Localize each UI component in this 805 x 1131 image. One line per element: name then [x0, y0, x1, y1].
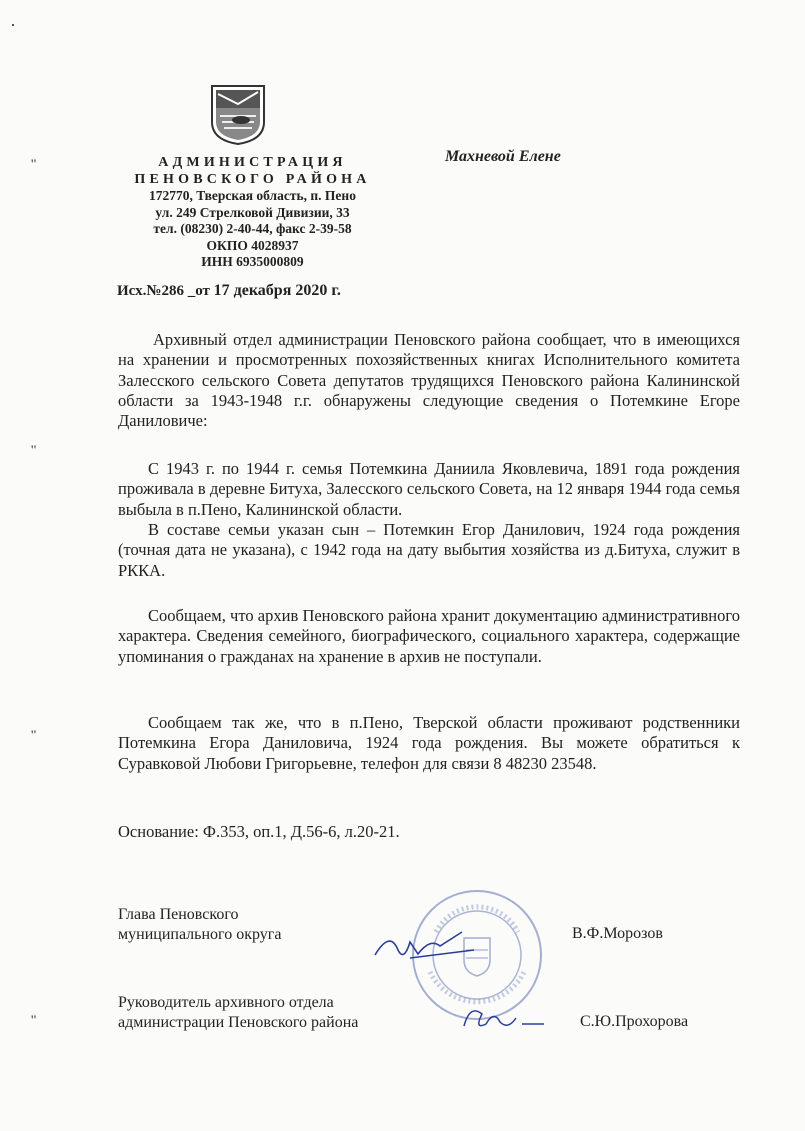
- margin-mark: ": [30, 1012, 38, 1027]
- okpo-line: ОКПО 4028937: [206, 237, 299, 253]
- reference-date: 17 декабря 2020 г.: [213, 282, 341, 299]
- paragraph-son: В составе семьи указан сын – Потемкин Егор Данилович, 1924 года рождения (точная дата не указана), с 1942 года на дату выбытия хозяйства из д.Битуха, служит в РККА.: [118, 520, 740, 580]
- archive-head-name: С.Ю.Прохорова: [580, 1013, 689, 1030]
- margin-mark: ": [30, 727, 38, 742]
- archive-head-title: Руководитель архивного отдела администрации Пеновского района: [118, 994, 359, 1031]
- signature-head-icon: [370, 920, 480, 970]
- paragraph-archive: Сообщаем, что архив Пеновского района хранит документацию административного характера. Сведения семейного, биографического, социального характера, содержащие упоминания о гражданах на хранение в архив не поступали.: [118, 606, 740, 666]
- reference-number: Исх.№286 _от: [117, 283, 210, 299]
- address-line1: 172770, Тверская область, п. Пено: [149, 188, 356, 203]
- outgoing-reference: [117, 282, 341, 300]
- address-line2: ул. 249 Стрелковой Дивизии, 33: [155, 204, 350, 220]
- paragraph-relatives: Сообщаем так же, что в п.Пено, Тверской области проживают родственники Потемкина Егора Даниловича, 1924 года рождения. Вы можете обратиться к Суравковой Любови Григорьевне, телефон для связи 8 48230 23548.: [118, 713, 740, 773]
- margin-mark: ": [30, 156, 38, 171]
- coat-of-arms-icon: [208, 82, 268, 146]
- scan-speck: [12, 24, 14, 26]
- phone-line: тел. (08230) 2-40-44, факс 2-39-58: [153, 221, 352, 236]
- head-title: Глава Пеновского муниципального округа: [118, 906, 282, 943]
- inn-line: ИНН 6935000809: [201, 254, 304, 269]
- addressee: Махневой Елене: [445, 148, 561, 165]
- letterhead: [110, 155, 395, 271]
- basis-line: Основание: Ф.353, оп.1, Д.56-6, л.20-21.: [118, 822, 400, 841]
- paragraph-family: С 1943 г. по 1944 г. семья Потемкина Даниила Яковлевича, 1891 года рождения проживала в деревне Битуха, Залесского сельского Совета, на 12 января 1944 года семья выбыла в п.Пено, Калининской области.: [118, 459, 740, 519]
- paragraph-intro: Архивный отдел администрации Пеновского района сообщает, что в имеющихся на хранении и просмотренных похозяйственных книгах Исполнительного комитета Залесского сельского Совета депутатов трудящихся Пеновского района Калининской области за 1943-1948 г.г. обнаружены следующие сведения о Потемкине Егоре Даниловиче:: [118, 330, 740, 431]
- margin-mark: ": [30, 442, 38, 457]
- org-name-line1: АДМИНИСТРАЦИЯ: [158, 155, 347, 170]
- signature-archive-icon: [460, 1000, 550, 1040]
- head-name: В.Ф.Морозов: [572, 925, 663, 942]
- org-name-line2: ПЕНОВСКОГО РАЙОНА: [134, 171, 371, 187]
